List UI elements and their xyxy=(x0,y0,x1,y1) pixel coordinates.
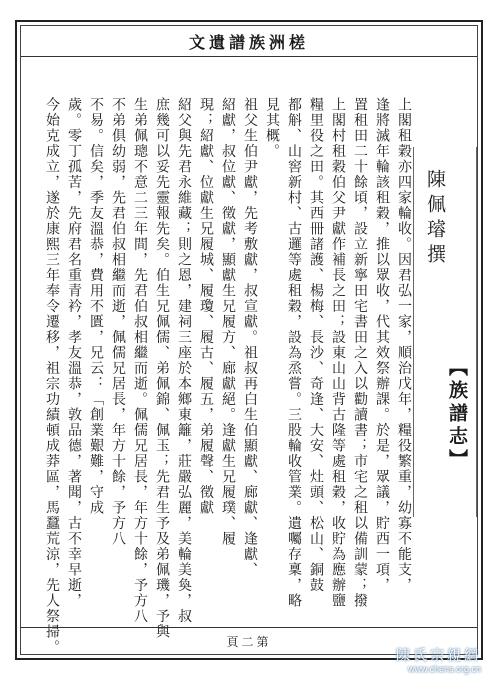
text-column: 紹獻，叔位獻、徵獻，顯獻生兄履方、廊獻絕。逢獻生兄履璞、履 xyxy=(220,97,236,547)
text-column: 置租田二十餘頃，設立新寧田宅書田之入以勸讀書；市宅之租以備訓蒙；撥 xyxy=(352,97,368,609)
watermark-url: www.chens.org.cn xyxy=(407,664,481,674)
watermark-title: 陳氏宗親網 xyxy=(396,647,481,663)
text-column: 上閣租穀亦四家輪收。因君弘一家，順治戊年，糧役繁重，幼寡不能支， xyxy=(396,97,412,593)
text-column: 上閣村租穀伯父尹獻作補長之田；設東山山背古隆等處租穀，收貯為應辦鹽 xyxy=(330,97,346,609)
text-column: 庶幾可以妥先靈報先矣。伯生兄佩儒、弟佩錦、佩玉；先君生予及弟佩璣，予與 xyxy=(154,97,170,640)
page-header xyxy=(21,26,477,57)
page-inner-border xyxy=(20,25,478,655)
side-panel xyxy=(413,147,477,517)
header-title: 文遺譜族洲槎 xyxy=(188,32,309,52)
text-column: 祖父生伯尹獻，先考敷獻，叔宣獻。祖叔再白生伯顯獻、廊獻、逢獻、 xyxy=(242,97,258,578)
text-column: 生弟佩璁不意二三年間，先君伯叔相繼而逝。佩儒兄居長，年方十餘，予方八 xyxy=(132,97,148,624)
page-frame xyxy=(15,20,483,663)
text-column: 現；紹獻、位獻生兄履城、履瓊、履古、履五，弟履聲、徵獻 xyxy=(198,97,214,516)
site-watermark xyxy=(396,648,481,676)
author-name: 陳佩璿撰 xyxy=(424,169,446,269)
text-column: 見其概。 xyxy=(264,97,280,159)
text-column: 逢將滅年輪該租穀，推以眾收，代其效祭辦課。於是，眾議，貯西一項， xyxy=(374,97,390,593)
text-column: 歲。零丁孤苦，先府君名重青衿，孝友溫恭，敦品德，著聞，古不幸早逝， xyxy=(66,97,82,609)
text-column: 糧里役之田。其西冊諸護、楊梅、長沙、奇逢、大安、灶頭、松山、銅鼓 xyxy=(308,97,324,593)
text-column: 今始克成立，遂於康熙三年奉令遷移，祖宗功績頓成莽區，馬蠶荒涼，先人祭掃。 xyxy=(44,97,60,655)
text-column: 不弟俱幼弱，先君伯叔相繼而逝，佩儒兄居長，年方十餘，予方八 xyxy=(110,97,126,547)
page-number: 頁二第 xyxy=(226,634,272,649)
text-column: 都斛、山窖新村、古邏等處租穀，設為烝嘗。三股輪收管業。遺囑存稟，略 xyxy=(286,97,302,609)
section-title: 【族譜志】 xyxy=(446,357,468,472)
text-column: 不易。信矣，季友溫恭，費用不匱，兄云：「創業艱難，守成 xyxy=(88,97,104,516)
text-column: 紹父與先君永維藏；則之恩，建祠三座於本鄉東籬，莊嚴弘麗，美輪美奐，叔 xyxy=(176,97,192,624)
